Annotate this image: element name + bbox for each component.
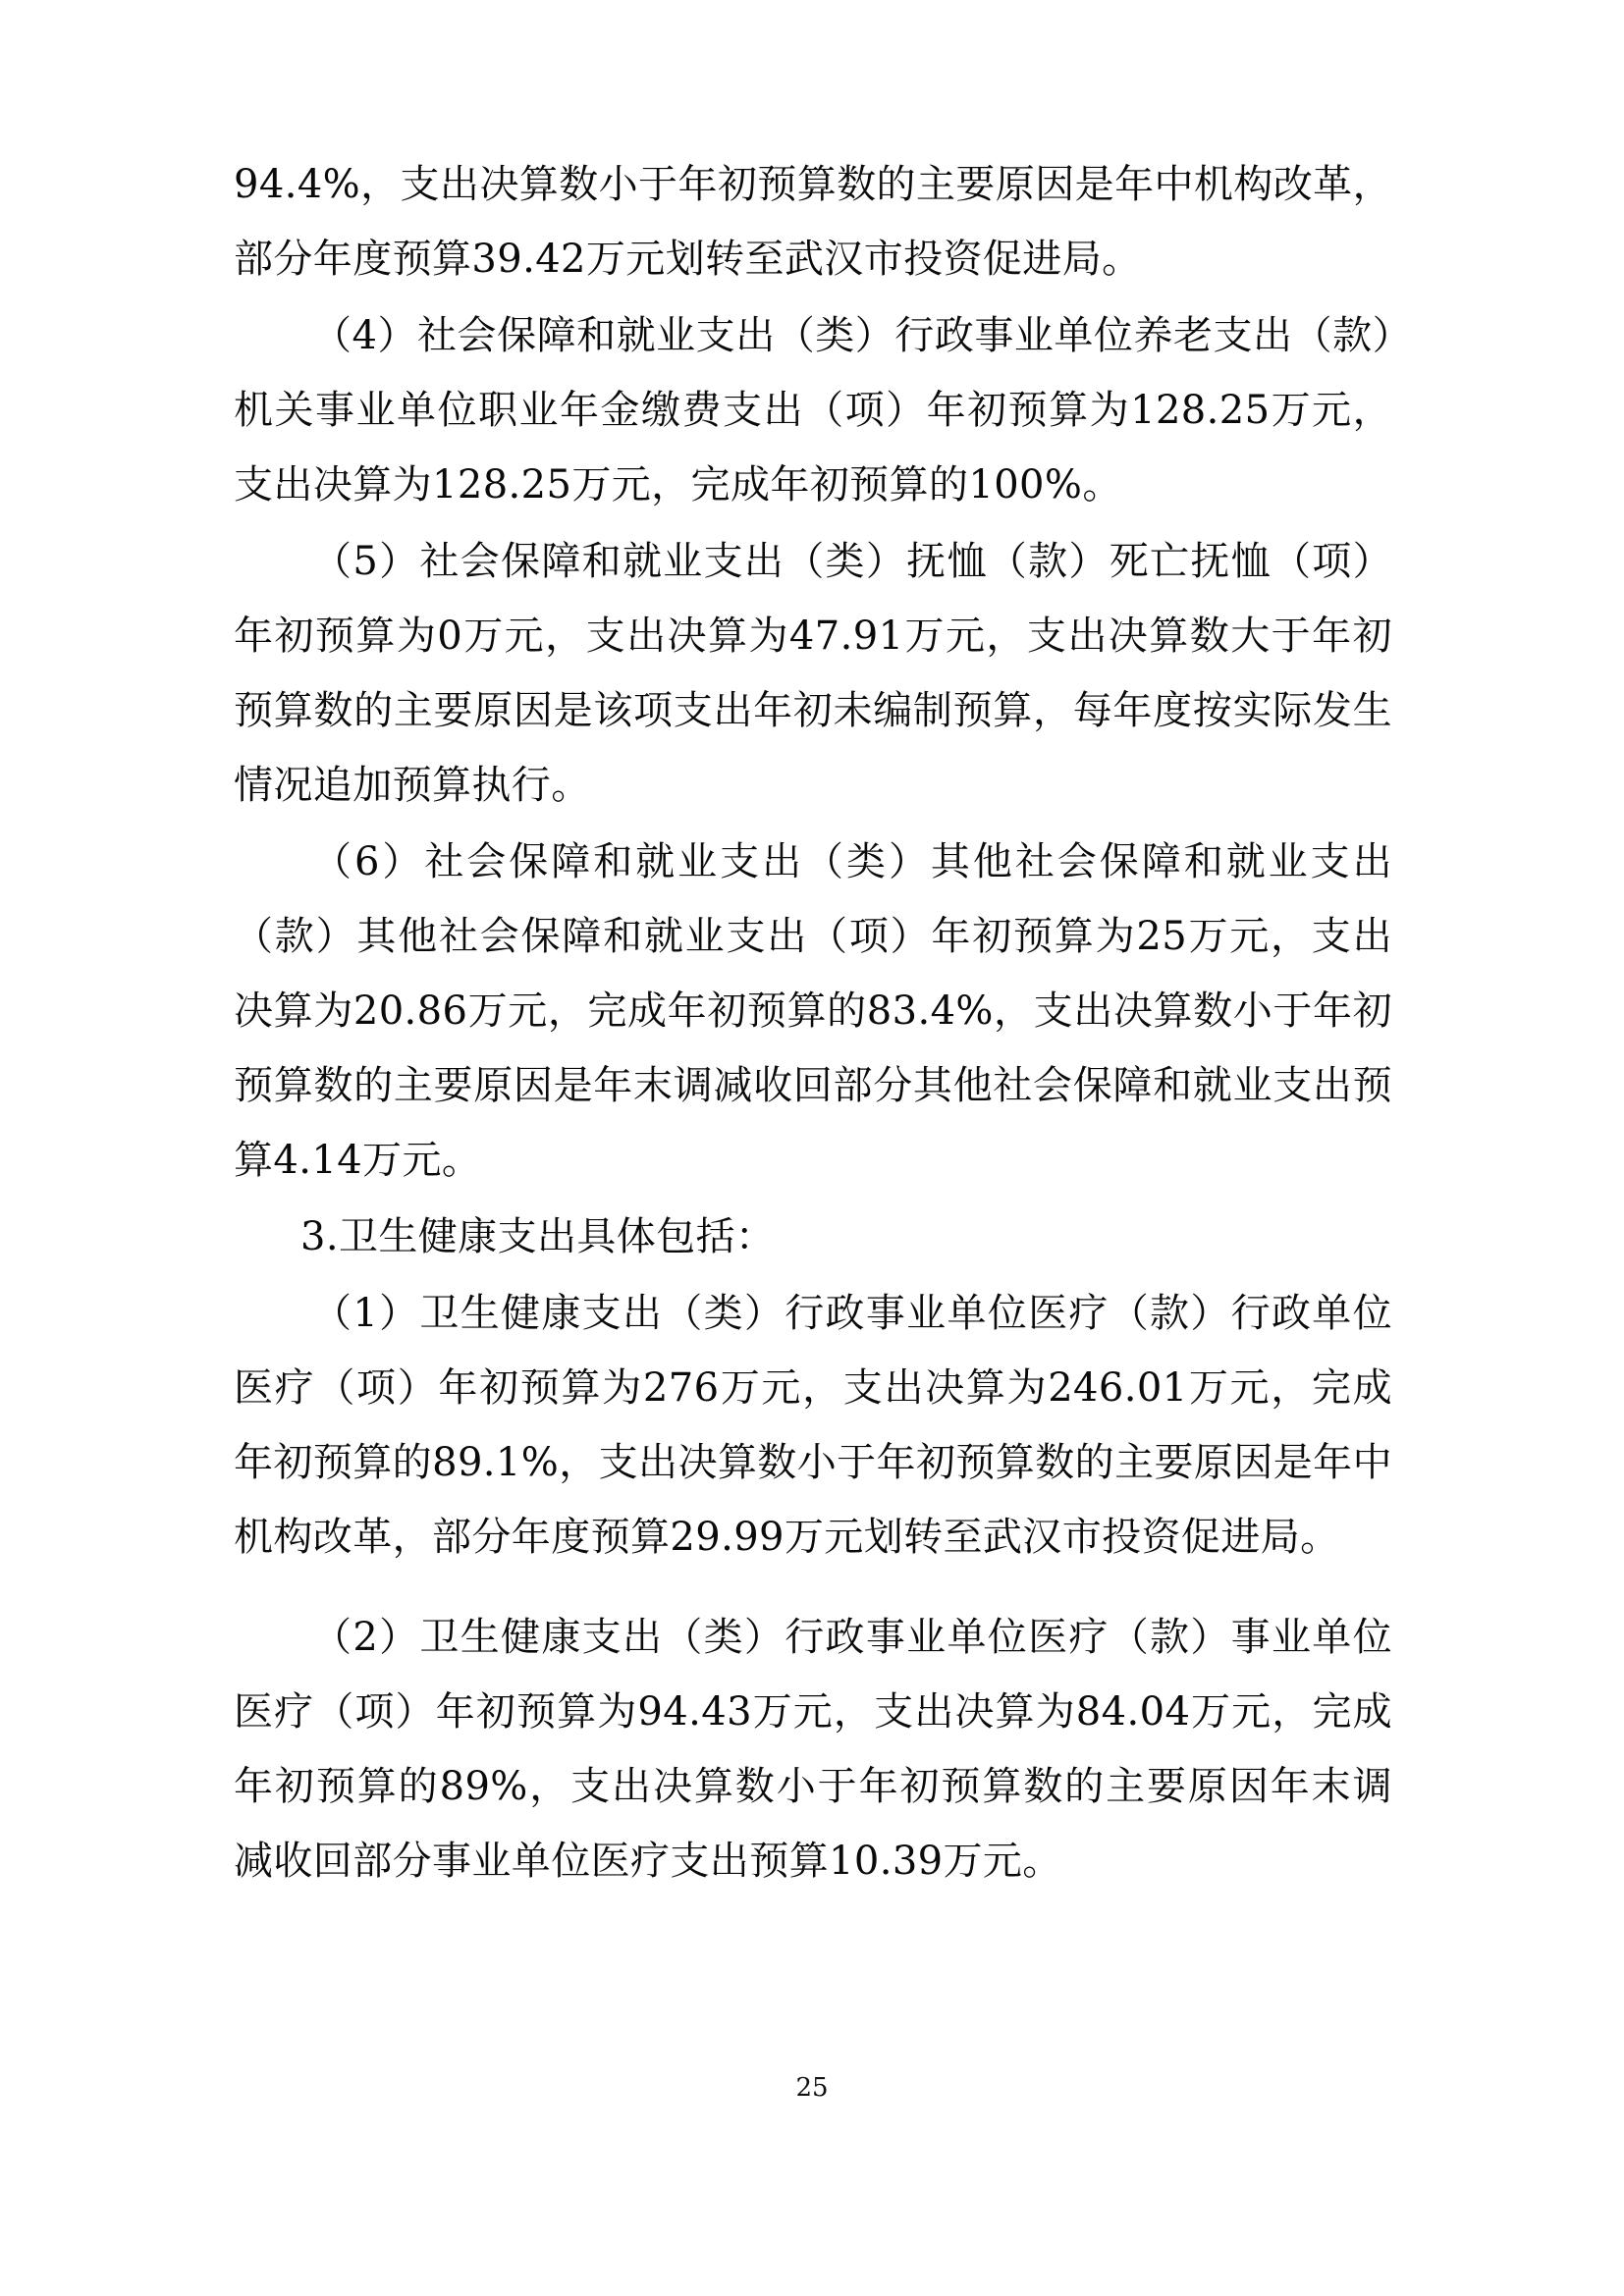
paragraph-2: （4）社会保障和就业支出（类）行政事业单位养老支出（款）机关事业单位职业年金缴费支出（项）年初预算为128.25万元，支出决算为128.25万元，完成年初预算的100%。 — [234, 313, 1392, 507]
page-number: 25 — [795, 2073, 829, 2103]
page-body — [234, 147, 1392, 1900]
paragraph-1: 94.4%，支出决算数小于年初预算数的主要原因是年中机构改革，部分年度预算39.42万元划转至武汉市投资促进局。 — [234, 162, 1392, 282]
paragraph-4: （6）社会保障和就业支出（类）其他社会保障和就业支出（款）其他社会保障和就业支出（项）年初预算为25万元，支出决算为20.86万元，完成年初预算的83.4%，支出决算数小于年初预算数的主要原因是年末调减收回部分其他社会保障和就业支出预算4.14万元。 — [234, 839, 1392, 1183]
paragraph-3: （5）社会保障和就业支出（类）抚恤（款）死亡抚恤（项）年初预算为0万元，支出决算为47.91万元，支出决算数大于年初预算数的主要原因是该项支出年初未编制预算，每年度按实际发生情况追加预算执行。 — [234, 539, 1392, 808]
paragraph-6: （1）卫生健康支出（类）行政事业单位医疗（款）行政单位医疗（项）年初预算为276万元，支出决算为246.01万元，完成年初预算的89.1%，支出决算数小于年初预算数的主要原因是年中机构改革，部分年度预算29.99万元划转至武汉市投资促进局。 — [234, 1291, 1392, 1560]
paragraph-5-heading: 3.卫生健康支出具体包括： — [300, 1214, 776, 1259]
paragraph-7: （2）卫生健康支出（类）行政事业单位医疗（款）事业单位医疗（项）年初预算为94.43万元，支出决算为84.04万元，完成年初预算的89%，支出决算数小于年初预算数的主要原因年末调减收回部分事业单位医疗支出预算10.39万元。 — [234, 1615, 1392, 1884]
